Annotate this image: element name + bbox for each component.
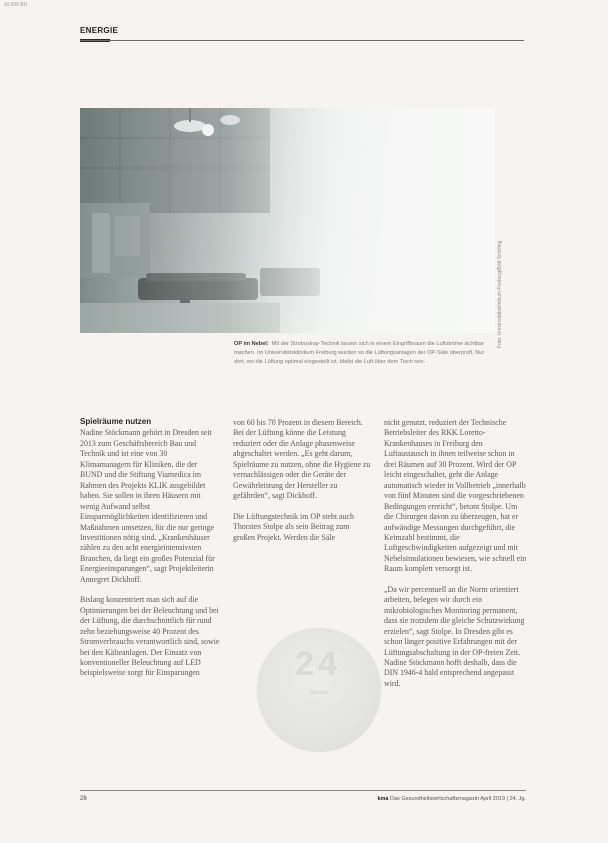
paragraph: Bislang konzentriert man sich auf die Optimierungen bei der Beleuchtung und bei der Lüftung, die durchschnittlich für rund zehn beziehungsweise 40 Prozent des Stromverbrauchs verantwortlich sind, sowie bei den Kälteanlagen. Der Einsatz von konventioneller Beleuchtung auf LED beispielsweise sorgt für Einsparungen: [80, 595, 220, 678]
caption-title: OP im Nebel:: [234, 341, 269, 347]
article-column-1: [80, 417, 220, 679]
paragraph: „Da wir percentuell an die Norm orientiert arbeiten, belegen wir durch ein mikrobiologisches Monitoring permanent, dass sie trotzdem die gleiche Schutzwirkung erzielen“, sagt Stolpe. In Dresden gibt es schon länger positive Erfahrungen mit der Lüftungsabschaltung in der OP-freien Zeit. Nadine Stöckmann hofft deshalb, dass die DIN 1946-4 bald entsprechend angepasst wird.: [384, 584, 525, 688]
paragraph: von 60 bis 70 Prozent in diesem Bereich. Bei der Lüftung könne die Leistung reduziert oder die Anlage phasenweise abgeschaltet werden. „Es geht darum, Spielräume zu nutzen, ohne die Hygiene zu vernachlässigen oder die Geräte der Gewährleistung der Hersteller zu gefährden“, sagt Dickhoff.: [233, 418, 371, 501]
footer-publication: [377, 796, 526, 802]
article-subhead: Spielräume nutzen: [80, 417, 152, 426]
circle-sublabel: Stunden: [309, 690, 329, 696]
footer-brand: kma: [377, 796, 389, 802]
corner-tag: v0.000 BU: [4, 2, 28, 8]
photo-credit: Foto: Universitätsklinikum Freiburg/Britt Schilling: [497, 240, 503, 348]
caption-text: Mit der Stroboskop-Technik lassen sich in einem Eingriffsraum die Luftströme sichtbar machen. Im Universitätsklinikum Freiburg wurden so die Lüftungsanlagen der OP-Säle überprüft. Nur dort, wo die Lüftung optimal eingestellt ist, bleibt die Luft über dem Tisch rein.: [234, 341, 485, 365]
operating-room-illustration: [80, 108, 495, 333]
figure-caption: [234, 340, 496, 366]
footer-rule: [80, 790, 526, 791]
footer-magazine: Das Gesundheitswirtschaftsmagazin: [390, 796, 479, 802]
section-label: ENERGIE: [80, 26, 119, 35]
paragraph: Nadine Stöckmann gehört in Dresden seit 2013 zum Geschäftsbereich Bau und Technik und ist eine von 30 Klimamanagern für Kliniken, die der BUND und die Stiftung Viamedica im Rahmen des Projekts KLIK ausgebildet haben. Sie sollen in ihren Häusern mit wenig Aufwand selbst Einsparmöglichkeiten identifizieren und Maßnahmen umsetzen, für die nur geringe Investitionen nötig sind. „Krankenhäuser zählen zu den acht energieintensivsten Branchen, da liegt ein großes Potenzial für Energieeinsparungen“, sagt Projektleiterin Annegret Dickhoff.: [80, 428, 215, 584]
page-number: 26: [80, 796, 87, 802]
paragraph: Die Lüftungstechnik im OP steht auch Thorsten Stolpe als sein Beitrag zum großen Projekt. Werden die Säle: [233, 511, 354, 542]
paragraph: nicht genutzt, reduziert der Technische Betriebsleiter des RKK Loretto-Krankenhauses in Freiburg den Luftaustausch in ihnen teilweise schon in drei Räumen auf 30 Prozent. Wird der OP leicht eingeschaltet, geht die Anlage automatisch wieder in Vollbetrieb „innerhalb von fünf Minuten sind die vorgeschriebenen Bedingungen erreicht“, betont Stolpe. Um die Chirurgen davon zu überzeugen, hat er aufwändige Messungen durchgeführt, die Keimzahl bestimmt, die Luftgeschwindigkeiten aufgezeigt und mit Nebelsimulationen bewiesen, wie schnell ein Raum komplett versorgt ist.: [384, 418, 527, 574]
footer-issue: April 2019 | 24. Jg.: [480, 796, 526, 802]
article-column-2: [233, 418, 373, 543]
header-rule: [80, 40, 524, 41]
article-column-3: [384, 418, 527, 689]
circle-number: 24: [295, 645, 341, 683]
operating-room-photo: [80, 108, 495, 333]
